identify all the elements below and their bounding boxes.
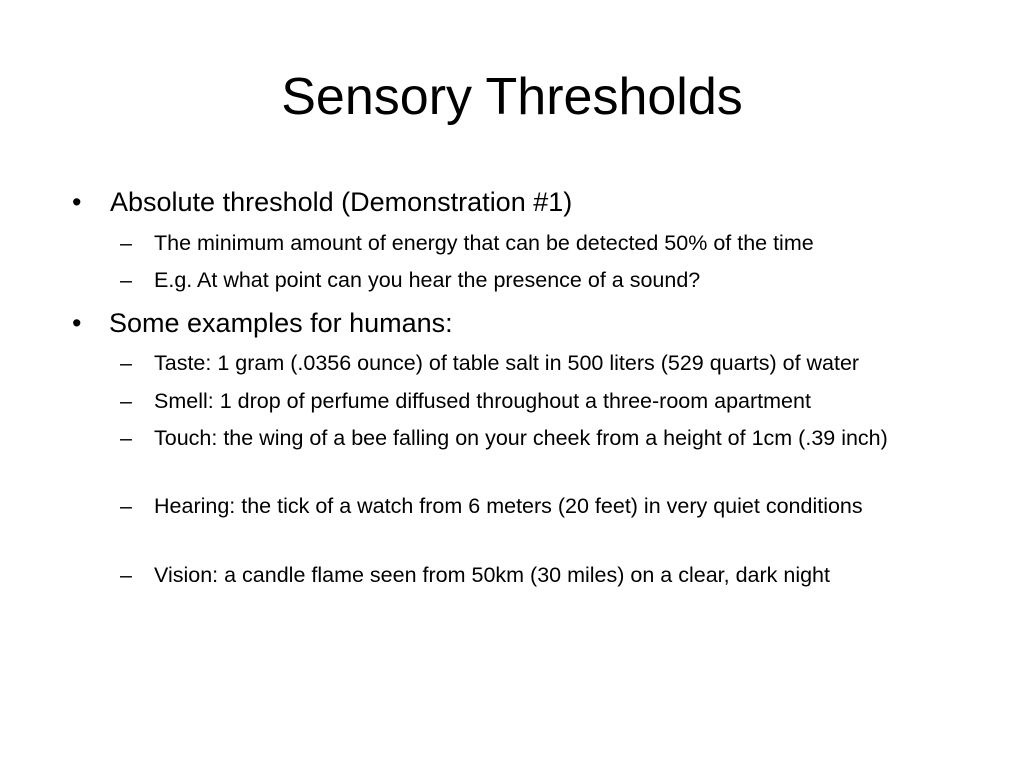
dash-icon: – xyxy=(120,231,132,255)
sub-bullet-item xyxy=(120,386,1010,416)
sub-bullet-text: Smell: 1 drop of perfume diffused throughout a three-room apartment xyxy=(154,389,811,413)
bullet-icon: • xyxy=(72,187,82,217)
sub-bullet-text: Taste: 1 gram (.0356 ounce) of table salt in 500 liters (529 quarts) of water xyxy=(154,351,860,375)
sub-bullet-item xyxy=(120,491,900,521)
dash-icon: – xyxy=(120,494,132,518)
bullet-icon: • xyxy=(72,308,82,338)
sub-bullet-item xyxy=(120,228,1010,258)
slide-title: Sensory Thresholds xyxy=(281,68,743,126)
sub-bullet-text: The minimum amount of energy that can be detected 50% of the time xyxy=(154,231,814,255)
bullet-text: Some examples for humans: xyxy=(109,308,453,338)
dash-icon: – xyxy=(120,563,132,587)
bullet-text: Absolute threshold (Demonstration #1) xyxy=(110,187,573,217)
sub-bullet-text: Touch: the wing of a bee falling on your cheek from a height of 1cm (.39 inch) xyxy=(154,426,888,450)
sub-bullet-text: Vision: a candle flame seen from 50km (30 miles) on a clear, dark night xyxy=(154,563,830,587)
dash-icon: – xyxy=(120,351,132,375)
sub-bullet-text: E.g. At what point can you hear the presence of a sound? xyxy=(154,268,701,292)
sub-bullet-item xyxy=(120,348,1010,378)
dash-icon: – xyxy=(120,268,132,292)
sub-bullet-item xyxy=(120,560,1010,590)
sub-bullet-item xyxy=(120,423,990,453)
sub-bullet-item xyxy=(120,265,1010,295)
dash-icon: – xyxy=(120,426,132,450)
sub-bullet-text: Hearing: the tick of a watch from 6 meters (20 feet) in very quiet conditions xyxy=(154,494,863,518)
dash-icon: – xyxy=(120,389,132,413)
